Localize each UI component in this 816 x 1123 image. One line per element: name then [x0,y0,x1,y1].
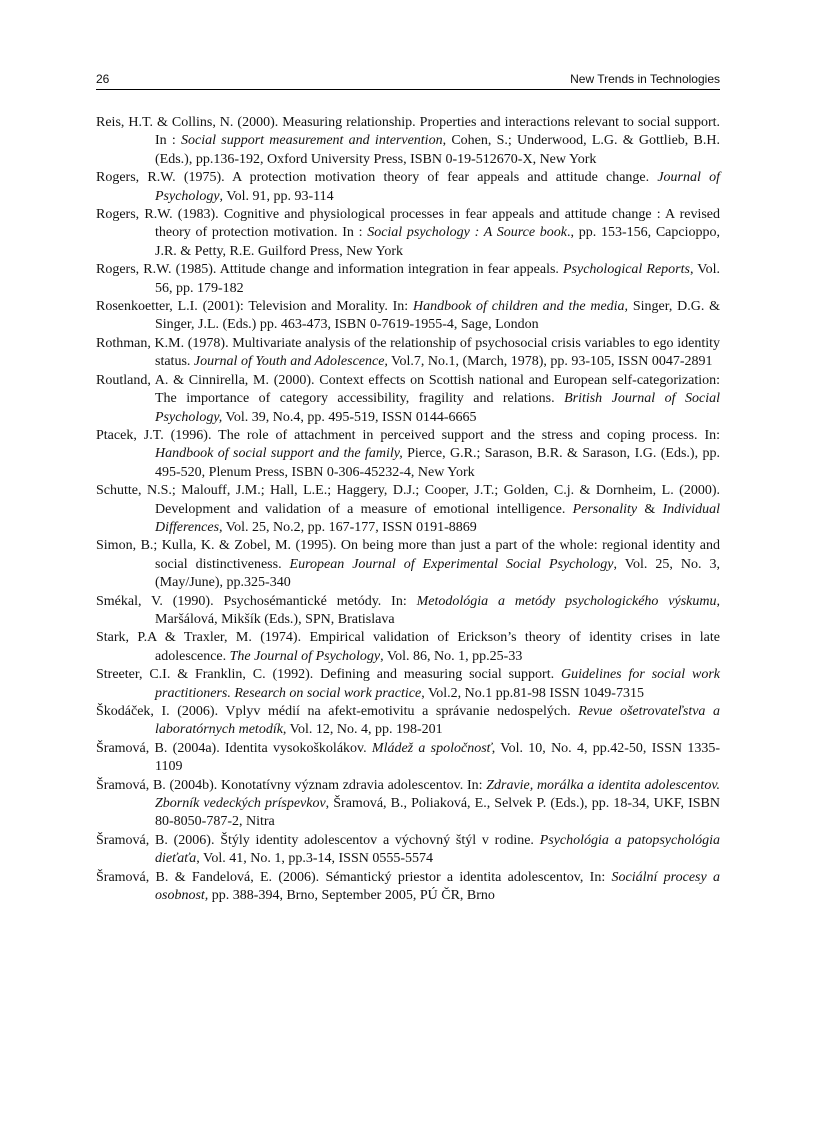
reference-text: Maršálová, Mikšík (Eds.), SPN, Bratislava [155,611,395,627]
reference-title-italic: Journal of Youth and Adolescence, [193,354,388,370]
reference-text: Šramová, B. (2004b). Konotatívny význam zdravia adolescentov. In: [96,777,487,793]
reference-text: Simon, B.; Kulla, K. & Zobel, M. (1995). On being more than just a part of the whole: regional identity and social distinctiveness. [96,538,720,572]
reference-title-italic: Social psychology : A Source book [367,225,568,241]
reference-text: , Vol. 12, No. 4, pp. 198-201 [282,722,443,738]
reference-text: Šramová, B. & Fandelová, E. (2006). Sémantický priestor a identita adolescentov, In: [96,869,612,885]
reference-text: , Vol. 25, No. 3, (May/June), pp.325-340 [155,556,720,591]
reference-text: Ptacek, J.T. (1996). The role of attachment in perceived support and the stress and coping process. In: [96,427,720,443]
reference-title-italic: Handbook of children and the media, [412,299,629,315]
reference-text: ., pp. 153-156, Capcioppo, J.R. & Petty, R.E. Guilford Press, New York [155,225,720,259]
reference-text: , Vol. 56, pp. 179-182 [155,262,720,296]
reference-text: Rothman, K.M. (1978). Multivariate analysis of the relationship of psychosocial crisis variables to ego identity status. [96,335,720,370]
reference-entry [96,335,720,372]
reference-title-italic: Social support measurement and intervention [181,133,443,149]
reference-text: , Vol. 86, No. 1, pp.25-33 [380,648,523,664]
reference-text: Streeter, C.I. & Franklin, C. (1992). Defining and measuring social support. [96,667,561,683]
reference-text: Schutte, N.S.; Malouff, J.M.; Hall, L.E.; Haggery, D.J.; Cooper, J.T.; Golden, C.j. & Dornheim, L. (2000). Development and validation of a measure of emotional intelligence. [96,483,720,517]
reference-text: Rogers, R.W. (1985). Attitude change and information integration in fear appeals. [96,262,563,278]
reference-title-italic: The Journal of Psychology [229,648,381,664]
reference-text: , Šramová, B., Poliaková, E., Selvek P. (Eds.), pp. 18-34, UKF, ISBN 80-8050-787-2, Nitra [155,796,720,830]
reference-text: Pierce, G.R.; Sarason, B.R. & Sarason, I.G. (Eds.), pp. 495-520, Plenum Press, ISBN 0-306-45232-4, New York [155,446,720,480]
reference-text: , Vol. 91, pp. 93-114 [219,188,334,204]
reference-text: Smékal, V. (1990). Psychosémantické metódy. In: [96,593,417,609]
reference-text: Rogers, R.W. (1983). Cognitive and physiological processes in fear appeals and attitude change : A revised theory of protection motivation. In : [96,207,720,241]
reference-title-italic: Sociální procesy a osobnost, [155,869,720,904]
reference-entry [96,629,720,666]
reference-title-italic: Guidelines for social work practitioners. Research on social work practice [155,667,721,701]
reference-title-italic: Journal of Psychology [155,170,720,204]
reference-title-italic: Personality [572,501,638,517]
reference-text: , Cohen, S.; Underwood, L.G. & Gottlieb, B.H. (Eds.), pp.136-192, Oxford University Press, ISBN 0-19-512670-X, New York [155,133,720,167]
reference-text: Rosenkoetter, L.I. (2001): Television and Morality. In: [96,299,413,315]
reference-text: Rogers, R.W. (1975). A protection motivation theory of fear appeals and attitude change. [96,170,658,186]
reference-title-italic: Metodológia a metódy psychologického výskumu, [416,593,720,609]
reference-text: Vol.7, No.1, (March, 1978), pp. 93-105, ISSN 0047-2891 [387,354,713,370]
reference-text: Vol. 25, No.2, pp. 167-177, ISSN 0191-8869 [222,519,477,535]
reference-text: Šramová, B. (2006). Štýly identity adolescentov a výchovný štýl v rodine. [96,832,540,848]
reference-entry [96,593,720,630]
reference-entry [96,114,720,169]
reference-title-italic: European Journal of Experimental Social Psychology [289,556,614,572]
reference-text: Reis, H.T. & Collins, N. (2000). Measuring relationship. Properties and interactions relevant to social support. In : [96,115,720,149]
reference-entry [96,427,720,482]
reference-text: Singer, D.G. & Singer, J.L. (Eds.) pp. 463-473, ISBN 0-7619-1955-4, Sage, London [155,299,721,333]
reference-text: Stark, P.A & Traxler, M. (1974). Empirical validation of Erickson’s theory of identity crises in late adolescence. [96,630,720,664]
reference-entry [96,703,720,740]
reference-list [96,114,720,905]
reference-text: Šramová, B. (2004a). Identita vysokoškolákov. [96,740,372,756]
reference-text: Škodáček, I. (2006). Vplyv médií na afekt-emotivitu a správanie nedospelých. [96,704,579,719]
running-title: New Trends in Technologies [570,72,720,86]
reference-text: , Vol. 41, No. 1, pp.3-14, ISSN 0555-5574 [196,851,434,867]
reference-title-italic: Psychológia a patopsychológia dieťaťa [155,832,720,867]
reference-entry [96,832,720,869]
page-number: 26 [96,72,110,86]
reference-entry [96,206,720,261]
reference-text: Vol. 39, No.4, pp. 495-519, ISSN 0144-6665 [222,409,477,425]
reference-text: , Vol. 10, No. 4, pp.42-50, ISSN 1335-1109 [155,740,720,775]
reference-entry [96,869,720,906]
reference-title-italic: Psychological Reports [563,262,690,278]
reference-title-italic: Revue ošetrovateľstva a laboratórnych metodík [155,704,720,738]
reference-entry [96,740,720,777]
reference-text: pp. 388-394, Brno, September 2005, PÚ ČR, Brno [208,888,495,904]
reference-entry [96,261,720,298]
reference-text: Routland, A. & Cinnirella, M. (2000). Context effects on Scottish national and European self-categorization: The importance of category accessibility, fragility and relations. [96,372,720,407]
reference-title-italic: Individual Differences, [155,501,721,535]
reference-entry [96,298,720,335]
reference-title-italic: Mládež a spoločnosť [371,740,492,756]
reference-title-italic: Zdravie, morálka a identita adolescentov. Zborník vedeckých príspevkov [155,777,720,812]
reference-entry [96,537,720,592]
reference-entry [96,777,720,832]
reference-entry [96,666,720,703]
reference-entry [96,169,720,206]
reference-entry [96,482,720,537]
reference-entry [96,372,720,427]
running-header [96,72,720,90]
reference-text: , Vol.2, No.1 pp.81-98 ISSN 1049-7315 [421,685,644,701]
reference-text: & [637,501,663,517]
reference-title-italic: British Journal of Social Psychology, [155,391,720,425]
reference-title-italic: Handbook of social support and the family, [155,446,403,462]
